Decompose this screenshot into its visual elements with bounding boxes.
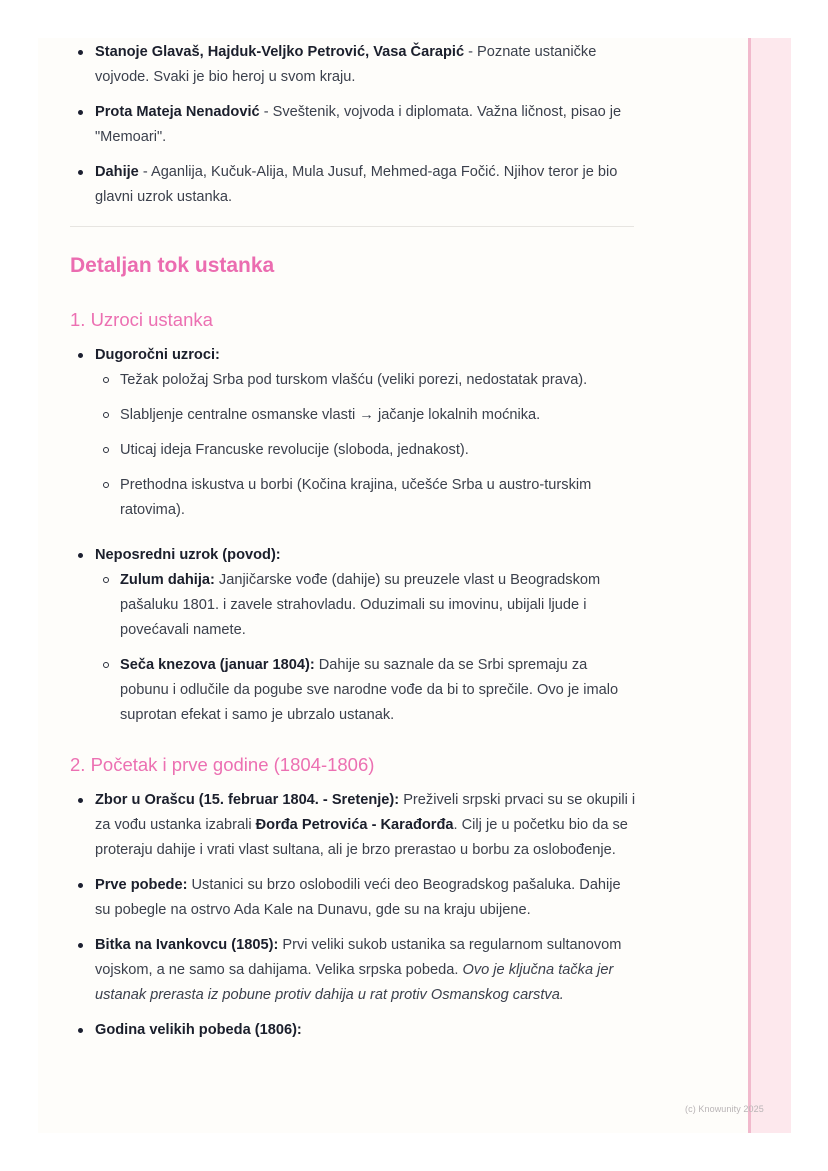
list-item	[70, 100, 638, 150]
item-bold: Đorđa Petrovića - Karađorđa	[255, 817, 454, 833]
causes-list	[70, 343, 638, 728]
immediate-cause-sublist	[95, 568, 638, 728]
item-bold: Zbor u Orašcu (15. februar 1804. - Sretenje):	[95, 792, 400, 808]
beginning-list	[70, 788, 638, 1043]
subsection-heading-beginning: 2. Početak i prve godine (1804-1806)	[70, 754, 375, 775]
list-item	[70, 1018, 638, 1043]
sub-list-item	[95, 568, 638, 643]
document-content	[70, 40, 638, 1053]
list-item	[70, 788, 638, 863]
item-bold: Neposredni uzrok (povod):	[95, 547, 281, 563]
sub-list-item: Uticaj ideja Francuske revolucije (sloboda, jednakost).	[95, 438, 638, 463]
item-text: Janjičarske vođe (dahije) su preuzele vlast u Beogradskom pašaluku 1801. i zavele strahovladu. Oduzimali su imovinu, ubijali ljude i povećavali namete.	[120, 572, 601, 638]
item-text: - Sveštenik, vojvoda i diplomata. Važna ličnost, pisao je "Memoari".	[95, 104, 622, 145]
item-bold: Prota Mateja Nenadović	[95, 104, 260, 120]
list-item	[70, 40, 638, 90]
item-text: Prvi veliki sukob ustanika sa regularnom sultanovom vojskom, a ne samo sa dahijama. Velika srpska pobeda.	[95, 937, 622, 978]
sub-list-item: Težak položaj Srba pod turskom vlašću (veliki porezi, nedostatak prava).	[95, 368, 638, 393]
item-text: - Aganlija, Kučuk-Alija, Mula Jusuf, Mehmed-aga Fočić. Njihov teror je bio glavni uzrok ustanka.	[95, 164, 618, 205]
key-figures-list	[70, 40, 638, 210]
list-item	[70, 933, 638, 1008]
list-item-immediate-cause	[70, 543, 638, 728]
item-bold: Zulum dahija:	[120, 572, 215, 588]
long-term-causes-sublist	[95, 368, 638, 523]
section-divider	[70, 226, 634, 227]
sub-list-item: Prethodna iskustva u borbi (Kočina krajina, učešće Srba u austro-turskim ratovima).	[95, 473, 638, 523]
item-text: Ustanici su brzo oslobodili veći deo Beogradskog pašaluka. Dahije su pobegle na ostrvo Ada Kale na Dunavu, gde su na kraju ubijene.	[95, 877, 621, 918]
item-bold: Stanoje Glavaš, Hajduk-Veljko Petrović, Vasa Čarapić	[95, 44, 465, 60]
list-item	[70, 160, 638, 210]
subsection-heading-causes: 1. Uzroci ustanka	[70, 309, 213, 330]
item-bold: Dahije	[95, 164, 139, 180]
side-margin-panel	[748, 38, 791, 1133]
item-italic: Ovo je ključna tačka jer ustanak prerasta iz pobune protiv dahija u rat protiv Osmanskog carstva.	[95, 962, 614, 1003]
item-text: Preživeli srpski prvaci su se okupili i za vođu ustanka izabrali	[95, 792, 636, 833]
list-item	[70, 873, 638, 923]
item-bold: Dugoročni uzroci:	[95, 347, 220, 363]
item-text: . Cilj je u početku bio da se proteraju dahije i vrati vlast sultana, ali je brzo prerastao u borbu za oslobođenje.	[95, 817, 628, 858]
watermark: (c) Knowunity 2025	[685, 1104, 764, 1114]
item-text: - Poznate ustaničke vojvode. Svaki je bio heroj u svom kraju.	[95, 44, 597, 85]
sub-list-item	[95, 653, 638, 728]
list-item-long-term-causes	[70, 343, 638, 523]
item-bold: Seča knezova (januar 1804):	[120, 657, 315, 673]
section-heading: Detaljan tok ustanka	[70, 254, 275, 277]
sub-list-item: Slabljenje centralne osmanske vlasti → jačanje lokalnih moćnika.	[95, 403, 638, 428]
item-text: Dahije su saznale da se Srbi spremaju za pobunu i odlučile da pogube sve narodne vođe da bi to sprečile. Ovo je imalo suprotan efekat i samo je ubrzalo ustanak.	[120, 657, 619, 723]
item-bold: Godina velikih pobeda (1806):	[95, 1022, 302, 1038]
item-bold: Bitka na Ivankovcu (1805):	[95, 937, 279, 953]
item-bold: Prve pobede:	[95, 877, 188, 893]
